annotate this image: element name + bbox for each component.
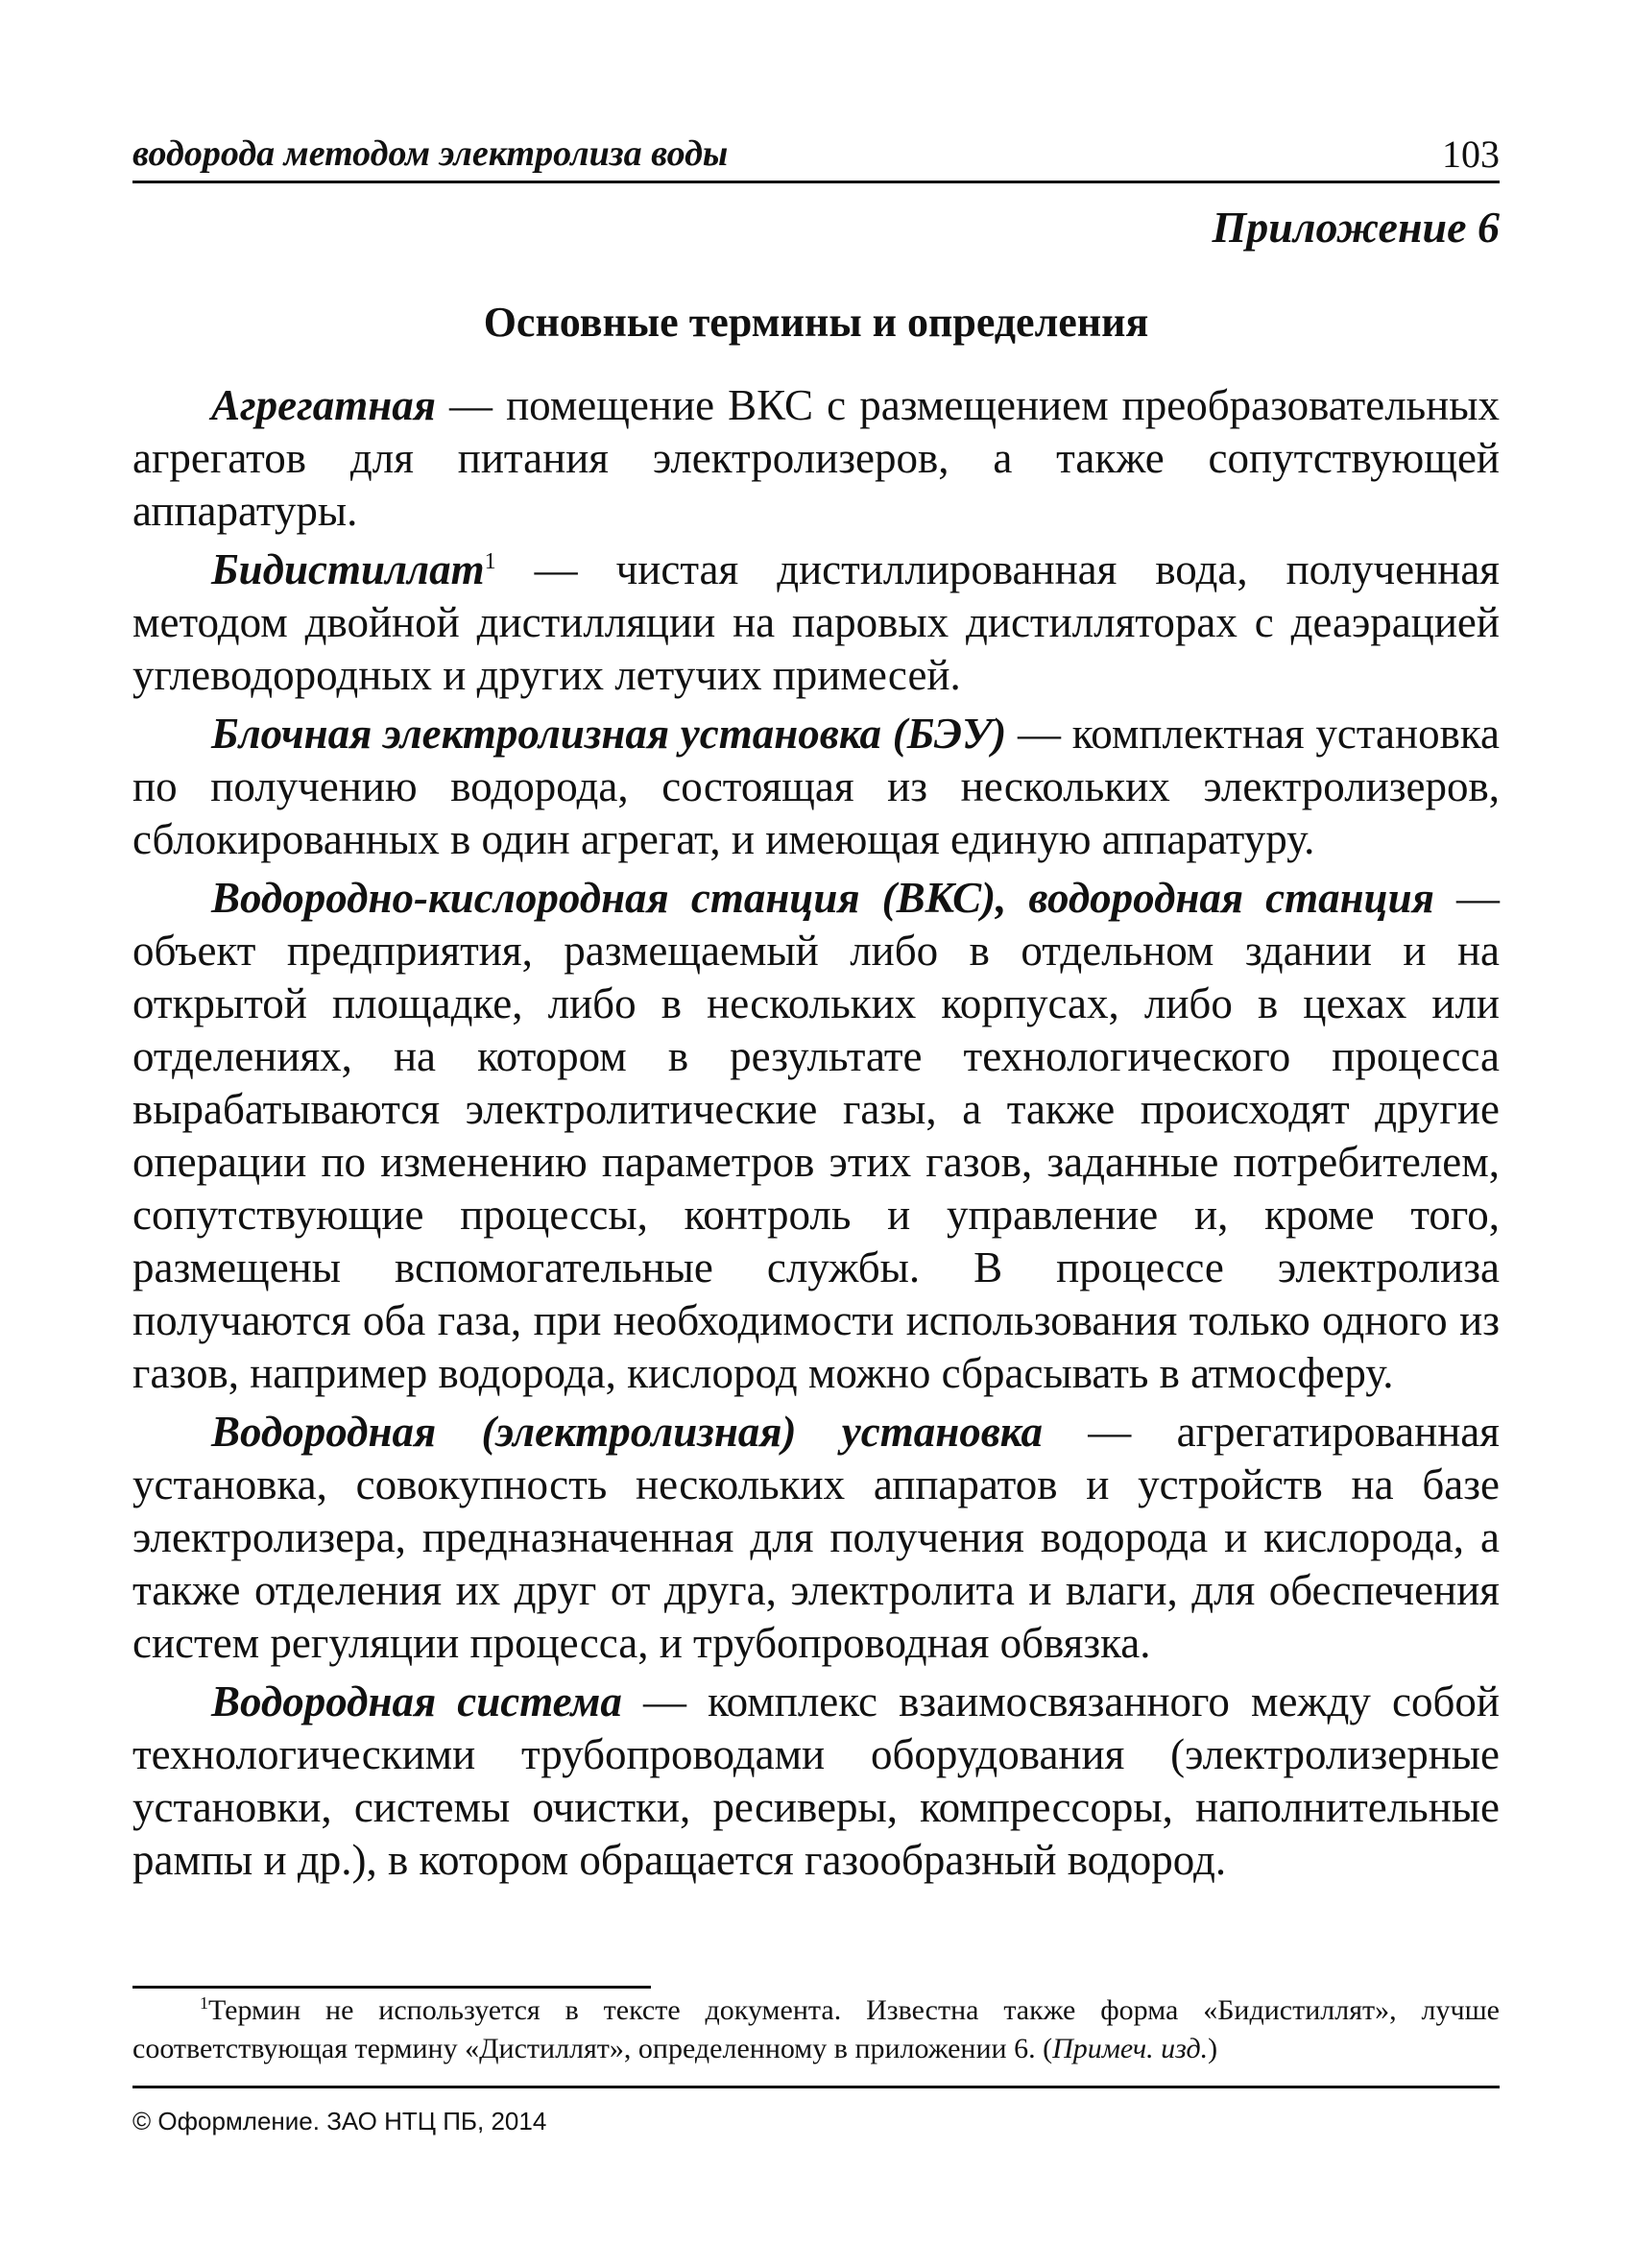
footnote-text: Термин не используется в тексте документа. Известна также форма «Бидистиллят», лучше соответствующая термину «Дистиллят», определенному в приложении 6. ( — [132, 1994, 1500, 2064]
definition-text: — агрегатированная установка, совокупность нескольких аппаратов и устройств на базе электролизера, предназначенная для получения водорода и кислорода, а также отделения их друг от друга, электролита и влаги, для обеспечения систем регуляции процесса, и трубопроводная обвязка. — [132, 1408, 1500, 1667]
definition-paragraph — [132, 379, 1500, 538]
definition-text: — комплекс взаимосвязанного между собой технологическими трубопроводами оборудования (электролизерные установки, системы очистки, ресиверы, компрессоры, наполнительные рампы и др.), в котором обращается газообразный водород. — [132, 1677, 1501, 1884]
definition-text: — чистая дистиллированная вода, полученная методом двойной дистилляции на паровых дистилляторах с деаэрацией углеводородных и других летучих примесей. — [132, 545, 1500, 699]
footnote-divider — [132, 1986, 651, 1989]
definition-term: Водородно-кислородная станция (ВКС), водородная станция — [211, 874, 1434, 922]
section-title: Основные термины и определения — [483, 299, 1149, 346]
definition-text: — комплектная установка по получению водорода, состоящая из нескольких электролизеров, сблокированных в один агрегат, и имеющая единую аппаратуру. — [132, 710, 1500, 863]
footnote-editor-note: Примеч. изд. — [1052, 2033, 1209, 2064]
running-header — [132, 123, 1500, 183]
footer-divider — [132, 2086, 1500, 2088]
footnote-mark: 1 — [200, 1993, 208, 2013]
footnote-close: ) — [1208, 2033, 1218, 2064]
definition-term: Агрегатная — [211, 381, 436, 429]
appendix-label: Приложение 6 — [1212, 203, 1500, 252]
definition-paragraph — [132, 543, 1500, 702]
definition-paragraph — [132, 1406, 1500, 1670]
definition-text: — помещение ВКС с размещением преобразовательных агрегатов для питания электролизеров, а также сопутствующей аппаратуры. — [132, 381, 1500, 535]
definition-term: Водородная система — [211, 1677, 622, 1725]
footnote — [132, 1991, 1500, 2068]
running-title: водорода методом электролиза воды — [132, 133, 729, 174]
definitions-body — [132, 379, 1500, 1893]
definition-paragraph — [132, 872, 1500, 1400]
definition-paragraph — [132, 708, 1500, 866]
definition-term: Блочная электролизная установка (БЭУ) — [211, 710, 1007, 758]
page-number: 103 — [1442, 133, 1500, 176]
definition-paragraph — [132, 1676, 1500, 1887]
definition-term: Бидистиллат — [211, 545, 485, 593]
copyright-footer: © Оформление. ЗАО НТЦ ПБ, 2014 — [132, 2107, 547, 2135]
definition-term: Водородная (электролизная) установка — [211, 1408, 1043, 1456]
footnote-mark: 1 — [484, 549, 496, 574]
definition-text: — объект предприятия, размещаемый либо в отдельном здании и на открытой площадке, либо в нескольких корпусах, либо в цехах или отделениях, на котором в результате технологического процесса вырабатываются электролитические газы, а также происходят другие операции по изменению параметров этих газов, заданные потребителем, сопутствующие процессы, контроль и управление и, кроме того, размещены вспомогательные службы. В процессе электролиза получаются оба газа, при необходимости использования только одного из газов, например водорода, кислород можно сбрасывать в атмосферу. — [132, 874, 1501, 1397]
